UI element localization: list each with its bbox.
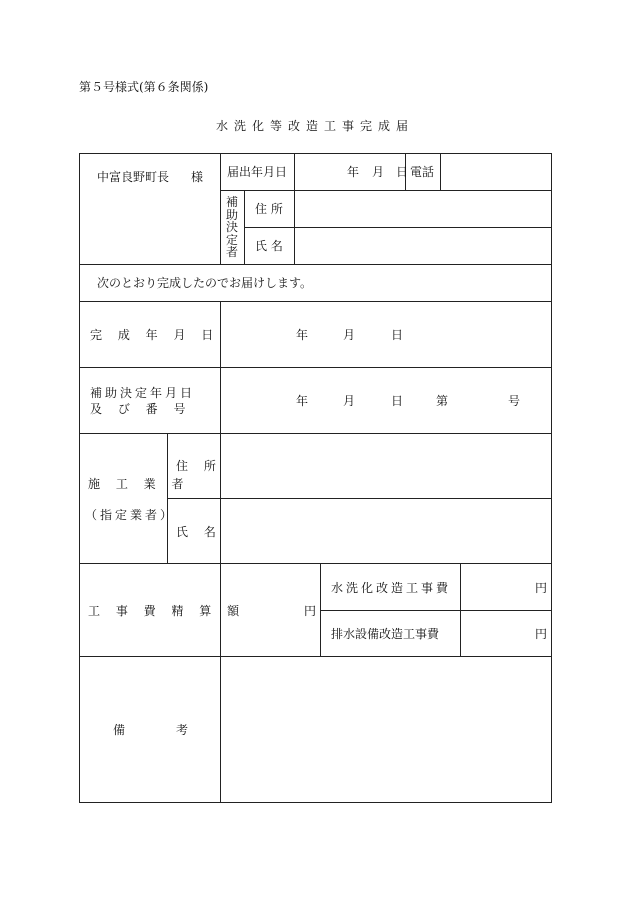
cost-item-yen: 円	[535, 581, 548, 595]
decision-month: 月	[343, 394, 356, 408]
submit-date-field[interactable]	[295, 154, 345, 190]
divider	[79, 264, 552, 265]
cost-item-field[interactable]	[461, 611, 531, 656]
decision-label-line2: 及 び 番 号	[90, 402, 192, 416]
contractor-name-label: 氏 名	[176, 525, 222, 539]
cost-item-label: 排水設備改造工事費	[331, 627, 440, 641]
remarks-label-1: 備	[113, 723, 126, 737]
cost-total-field[interactable]	[221, 564, 301, 656]
table-border-bottom	[79, 802, 552, 803]
decision-day: 日	[391, 394, 404, 408]
notice-text: 次のとおり完成したのでお届けします。	[97, 276, 313, 290]
decision-number-suffix: 号	[508, 394, 521, 408]
cost-total-yen: 円	[304, 604, 317, 618]
decision-label-line1: 補助決定年月日	[90, 386, 196, 400]
divider	[167, 433, 168, 564]
form-number: 第５号様式(第６条関係)	[79, 80, 209, 94]
completion-date-label: 完 成 年 月 日	[90, 328, 220, 342]
cost-item-label: 水洗化改造工事費	[331, 581, 452, 595]
completion-month: 月	[343, 328, 356, 342]
decision-field[interactable]	[221, 368, 551, 433]
divider	[220, 153, 221, 265]
submit-day: 日	[396, 165, 409, 179]
completion-date-field[interactable]	[221, 302, 551, 367]
table-border-right	[551, 153, 552, 803]
completion-year: 年	[296, 328, 309, 342]
table-border-left	[79, 153, 80, 803]
contractor-address-label: 住 所	[176, 459, 222, 473]
cost-item-yen: 円	[535, 627, 548, 641]
remarks-label-2: 考	[176, 723, 189, 737]
contractor-sublabel: （指定業者）	[85, 508, 176, 522]
applicant-name-label: 氏 名	[255, 239, 283, 253]
page-title: 水洗化等改造工事完成届	[215, 119, 414, 133]
cost-label: 工 事 費 精 算 額	[88, 604, 246, 618]
submit-year: 年	[347, 165, 360, 179]
decision-number-prefix: 第	[436, 394, 449, 408]
contractor-name-field[interactable]	[221, 499, 551, 563]
contractor-address-field[interactable]	[221, 434, 551, 498]
applicant-name-field[interactable]	[295, 228, 551, 264]
cost-item-field[interactable]	[461, 564, 531, 610]
phone-label: 電話	[410, 165, 435, 179]
sama-label: 様	[191, 170, 204, 184]
remarks-field[interactable]	[221, 657, 551, 802]
decision-year: 年	[296, 394, 309, 408]
completion-day: 日	[391, 328, 404, 342]
addressee: 中富良野町長	[97, 170, 170, 184]
applicant-address-label: 住 所	[255, 202, 283, 216]
contractor-label: 施 工 業 者	[88, 477, 190, 491]
submit-month: 月	[372, 165, 385, 179]
phone-field[interactable]	[441, 154, 551, 190]
submit-date-label: 届出年月日	[227, 165, 288, 179]
applicant-label: 補助決定者	[225, 195, 238, 259]
applicant-address-field[interactable]	[295, 191, 551, 227]
